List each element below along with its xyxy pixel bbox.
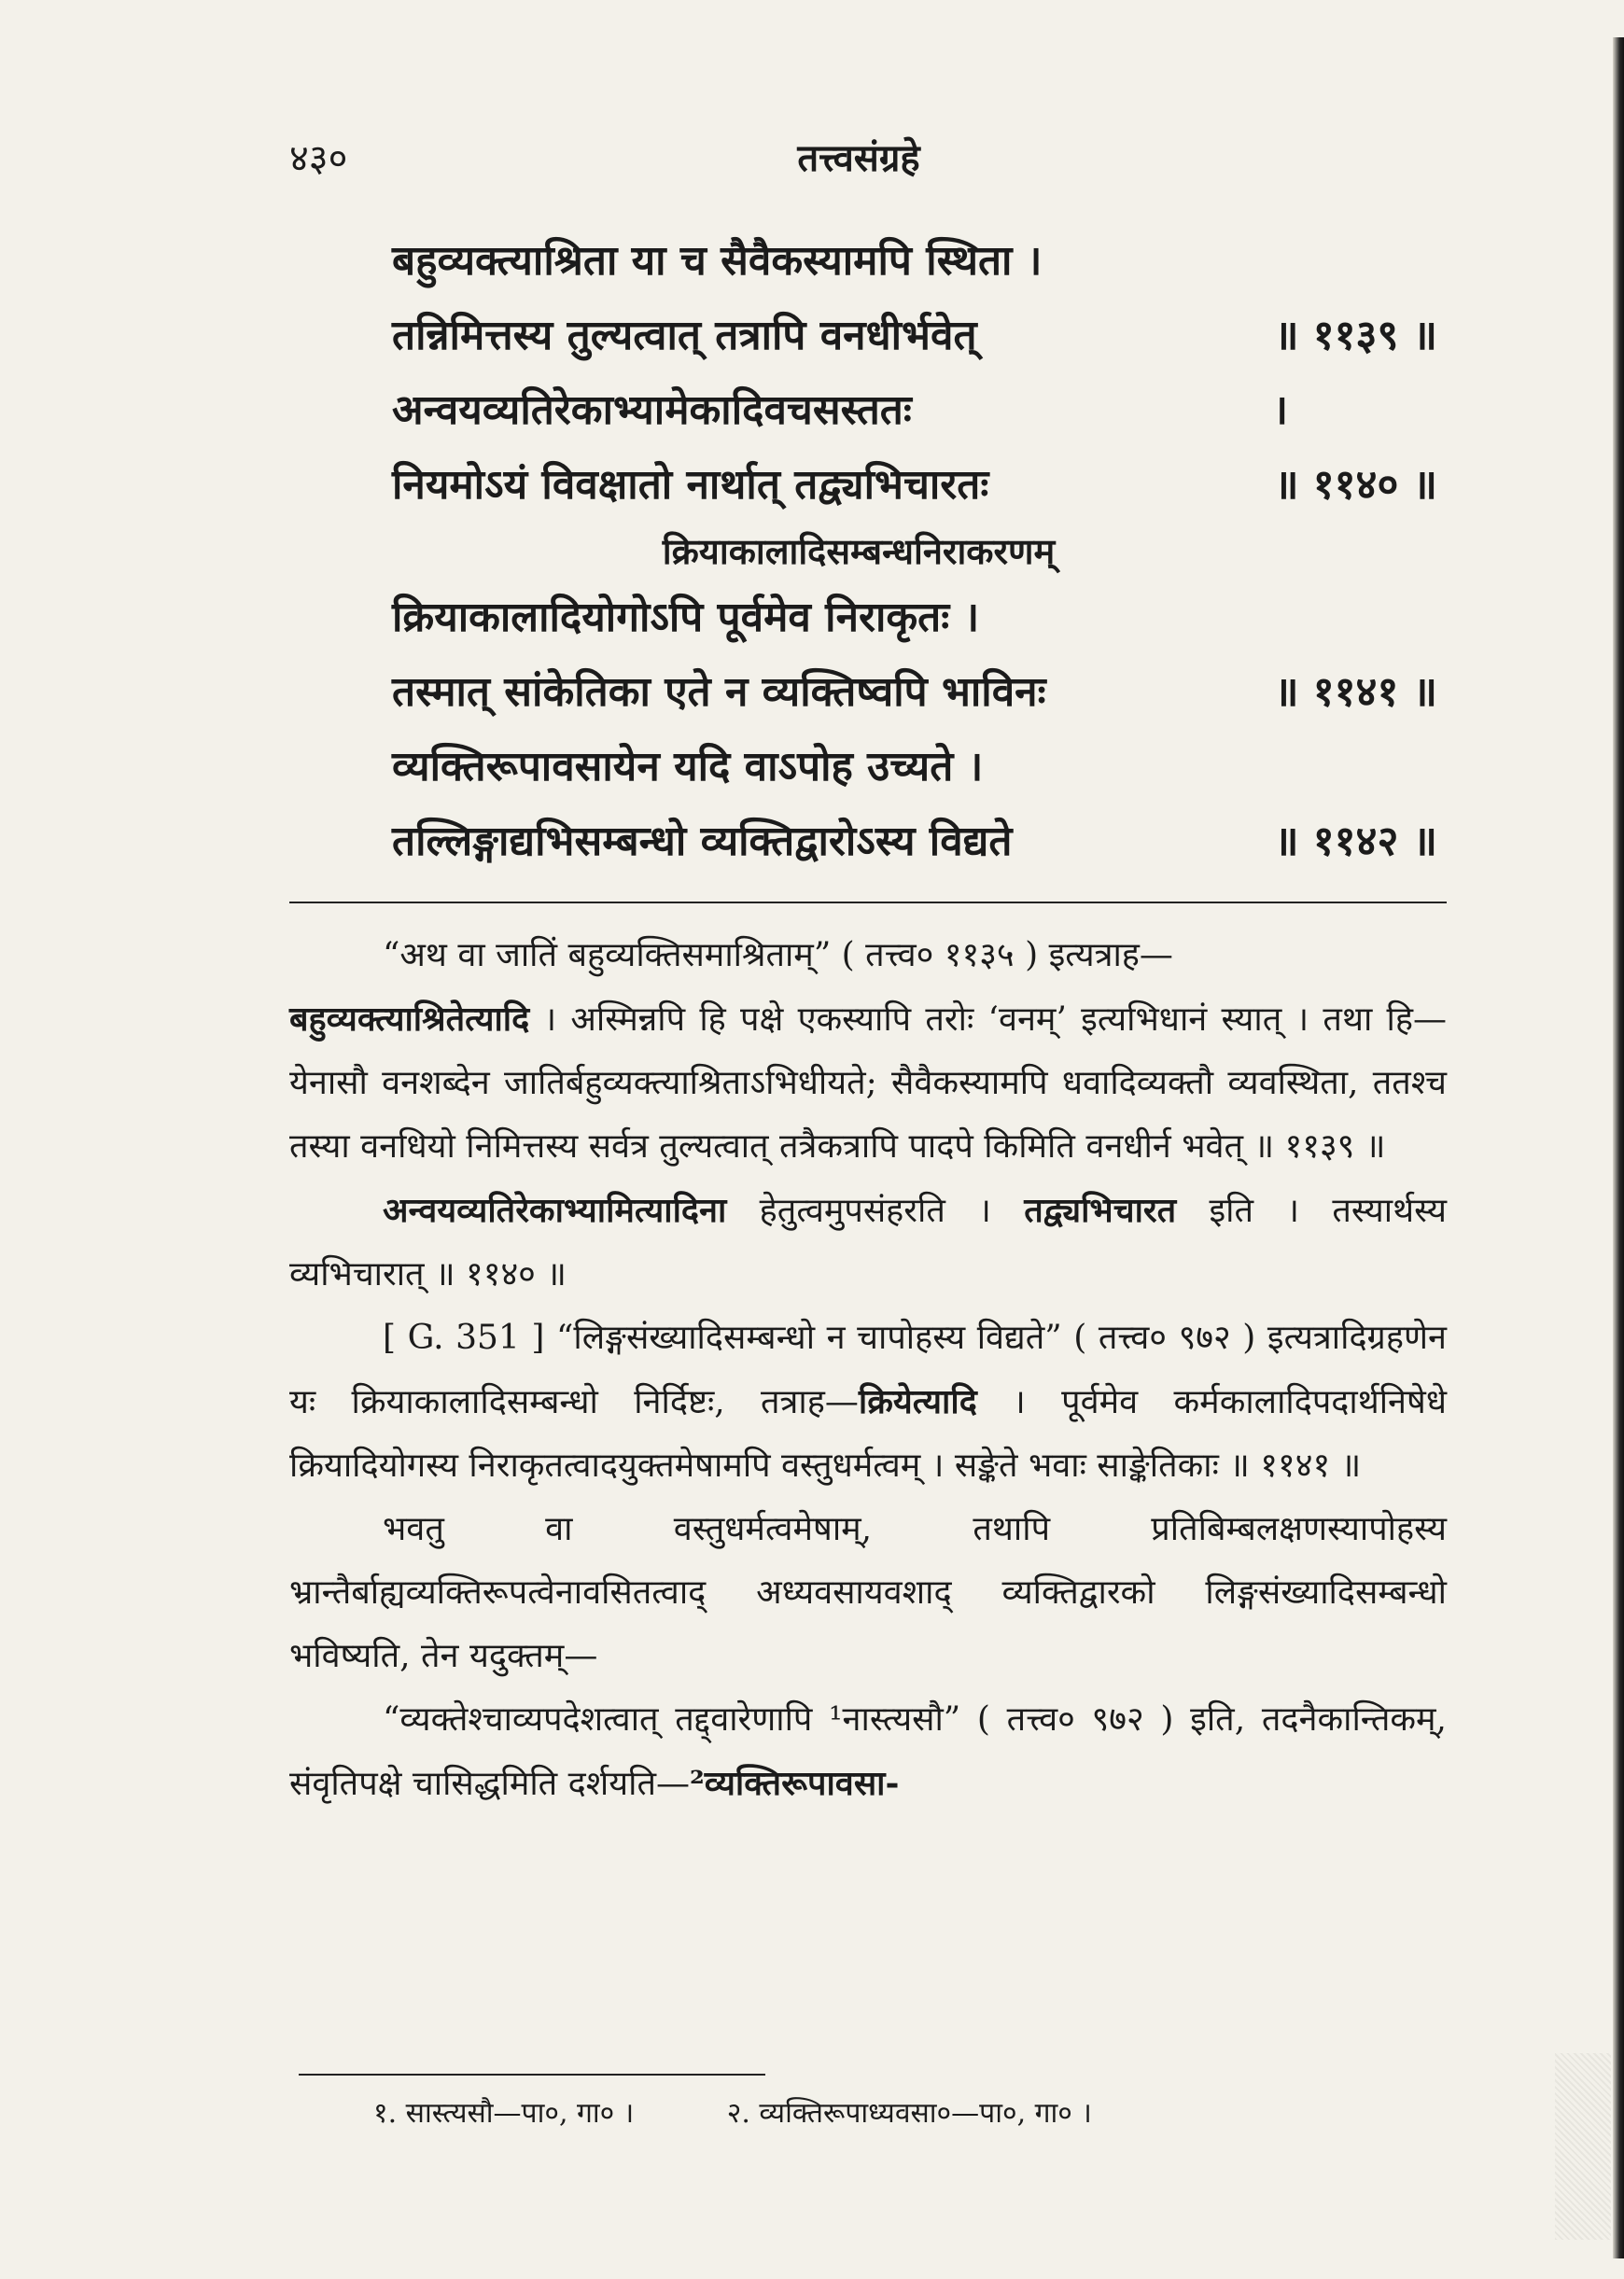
verse-line (392, 299, 1437, 373)
verse-number: । (1272, 386, 1288, 434)
commentary-text: [ G. 351 ] “लिङ्गसंख्यादिसम्बन्धो न चापोहस्य विद्यते” ( तत्त्व० ९७२ ) इत्यत्रादिग्रहणेन यः क्रियाकालादिसम्बन्धो निर्दिष्टः, तत्राह— (289, 1319, 1447, 1421)
commentary-lemma: ²व्यक्तिरूपावसा- (689, 1764, 900, 1803)
scan-noise (1555, 2053, 1611, 2240)
verse-line (392, 373, 1437, 448)
footnotes (373, 2090, 1447, 2137)
verse-line (392, 580, 1437, 655)
commentary-paragraph (289, 924, 1447, 1179)
verse-commentary-divider (289, 902, 1447, 903)
commentary-lemma: क्रियेत्यादि (858, 1382, 977, 1421)
commentary-paragraph (289, 1498, 1447, 1688)
verse-number: ॥ ११३९ ॥ (1274, 312, 1437, 359)
commentary-text: “अथ वा जातिं बहुव्यक्तिसमाश्रिताम्” ( तत्त्व० ११३५ ) इत्यत्राह— (383, 936, 1173, 974)
commentary-text: हेतुत्वमुपसंहरति । (726, 1192, 1025, 1230)
commentary-text: । अस्मिन्नपि हि पक्षे एकस्यापि तरोः ‘वनम्’ इत्यभिधानं स्यात् । तथा हि—येनासौ वनशब्देन जातिर्बहुव्यक्त्याश्रिताऽभिधीयते; सैवैकस्यामपि धवादिव्यक्तौ व्यवस्थिता, ततश्च तस्या वनधियो निमित्तस्य सर्वत्र तुल्यत्वात् तत्रैकत्रापि पादपे किमिति वनधीर्न भवेत् ॥ ११३९ ॥ (289, 1000, 1447, 1166)
commentary-text: भवतु वा वस्तुधर्मत्वमेषाम्, तथापि प्रतिबिम्बलक्षणस्यापोहस्य भ्रान्तैर्बाह्यव्यक्तिरूपत्वेनावसितत्वाद् अध्यवसायवशाद् व्यक्तिद्वारको लिङ्गसंख्यादिसम्बन्धो भविष्यति, तेन यदुक्तम्— (289, 1510, 1447, 1675)
page-header (289, 131, 1428, 187)
verse-line (392, 655, 1437, 730)
section-heading: क्रियाकालादिसम्बन्धनिराकरणम् (662, 530, 1056, 572)
verse-line (392, 224, 1437, 299)
verse-block (392, 224, 1437, 879)
footnote: २. व्यक्तिरूपाध्यवसा०—पा०, गा० । (726, 2097, 1092, 2130)
verse-number: ॥ ११४१ ॥ (1274, 668, 1437, 716)
verse-text: तस्मात् सांकेतिका एते न व्यक्तिष्वपि भाविनः (392, 668, 1046, 716)
footnote-divider (299, 2074, 765, 2076)
footnote: १. सास्त्यसौ—पा०, गा० । (373, 2097, 635, 2130)
verse-text: क्रियाकालादियोगोऽपि पूर्वमेव निराकृतः । (392, 594, 980, 641)
commentary-text: “व्यक्तेश्चाव्यपदेशत्वात् तद्द्वारेणापि ¹नास्त्यसौ” ( तत्त्व० ९७२ ) इति, तदनैकान्तिकम्, संवृतिपक्षे चासिद्धमिति दर्शयति— (289, 1700, 1447, 1803)
commentary-lemma: बहुव्यक्त्याश्रितेत्यादि (289, 1000, 530, 1039)
verse-line (392, 730, 1437, 804)
verse-text: अन्वयव्यतिरेकाभ्यामेकादिवचसस्ततः (392, 386, 912, 434)
verse-line (392, 448, 1437, 523)
verse-text: बहुव्यक्त्याश्रिता या च सैवैकस्यामपि स्थिता । (392, 237, 1043, 285)
verse-text: व्यक्तिरूपावसायेन यदि वाऽपोह उच्यते । (392, 743, 984, 790)
verse-text: नियमोऽयं विवक्षातो नार्थात् तद्व्यभिचारतः (392, 461, 989, 509)
running-title: तत्त्वसंग्रहे (797, 136, 920, 180)
page-number: ४३० (289, 137, 348, 180)
commentary-paragraph (289, 1179, 1447, 1307)
verse-text: तन्निमित्तस्य तुल्यत्वात् तत्रापि वनधीर्भवेत् (392, 312, 977, 359)
commentary-block (289, 924, 1447, 1816)
verse-number: ॥ ११४० ॥ (1274, 461, 1437, 509)
commentary-lemma: तद्व्यभिचारत (1024, 1191, 1177, 1230)
verse-text: तल्लिङ्गाद्यभिसम्बन्धो व्यक्तिद्वारोऽस्य विद्यते (392, 818, 1013, 865)
commentary-paragraph (289, 1307, 1447, 1498)
commentary-lemma: अन्वयव्यतिरेकाभ्यामित्यादिना (383, 1191, 727, 1230)
verse-number: ॥ ११४२ ॥ (1274, 818, 1437, 865)
commentary-text: । पूर्वमेव कर्मकालादिपदार्थनिषेधे क्रियादियोगस्य निराकृतत्वादयुक्तमेषामपि वस्तुधर्मत्वम् । सङ्केते भवाः साङ्केतिकाः ॥ ११४१ ॥ (289, 1383, 1447, 1485)
verse-line (392, 804, 1437, 879)
commentary-paragraph (289, 1688, 1447, 1816)
book-spine-edge (1613, 37, 1624, 2258)
commentary-text: इति । तस्यार्थस्य व्यभिचारात् ॥ ११४० ॥ (289, 1192, 1447, 1293)
